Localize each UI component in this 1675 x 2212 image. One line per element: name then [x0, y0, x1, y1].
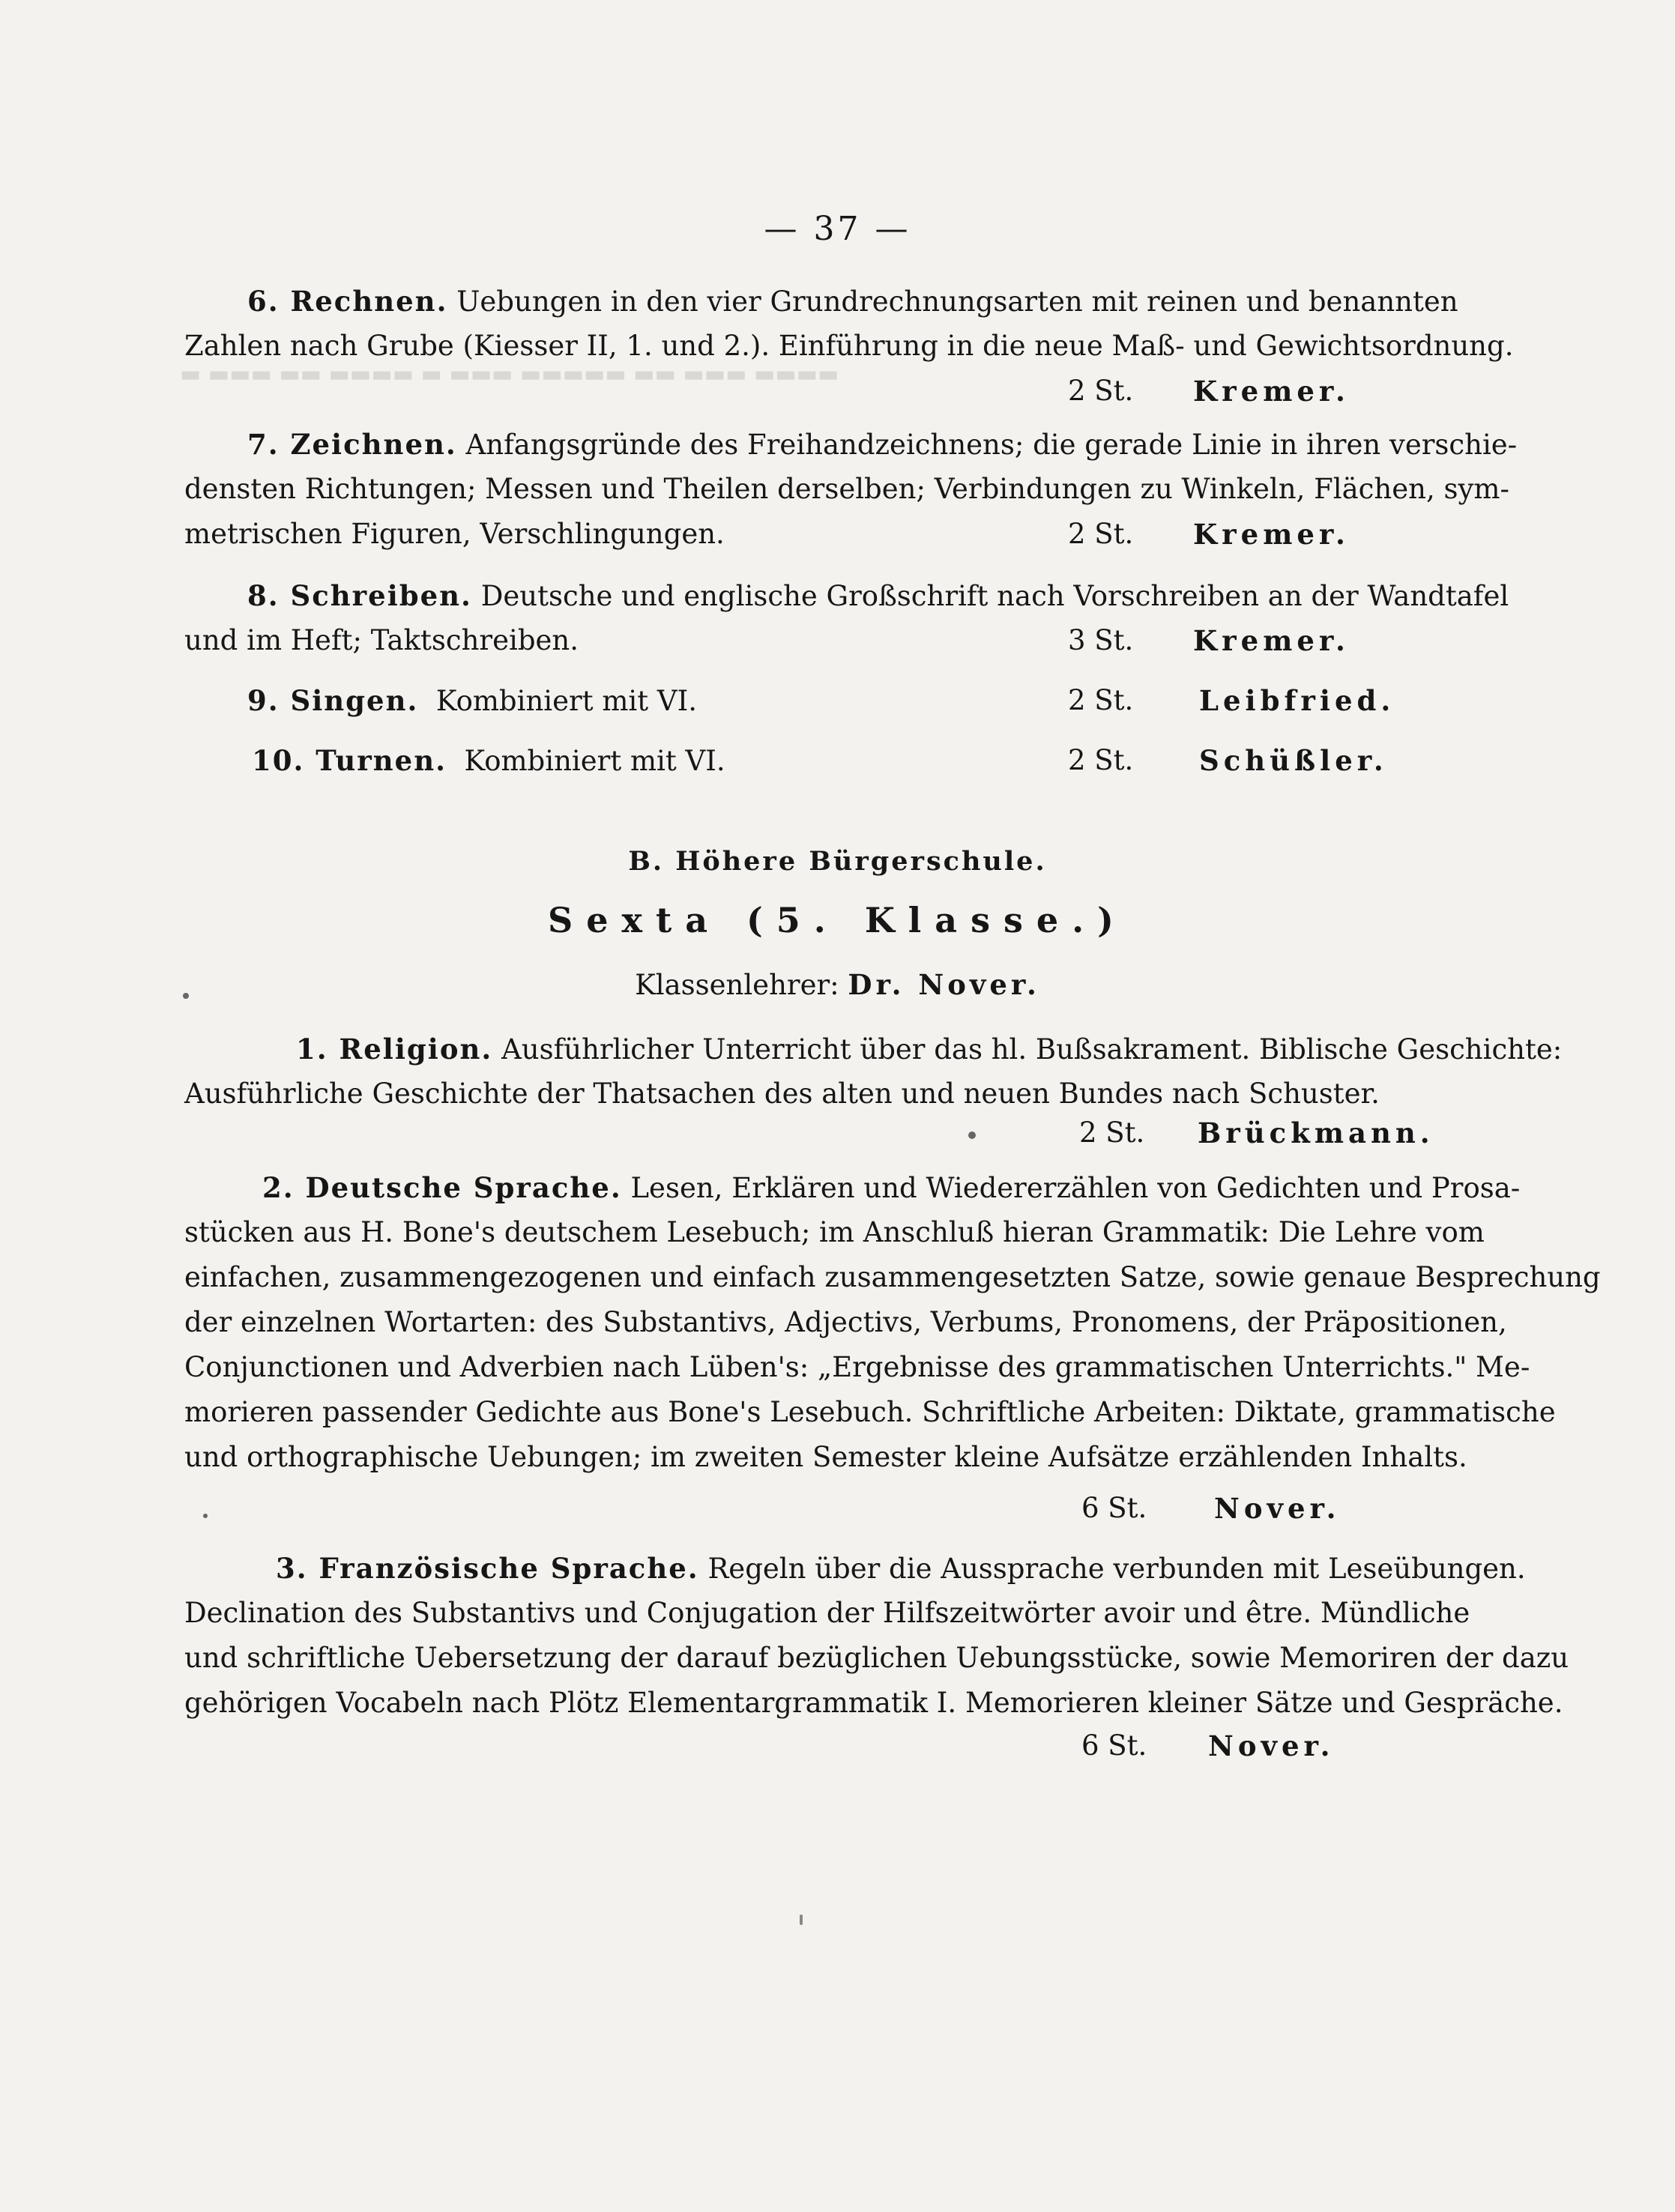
section-turnen-line-1: 10. Turnen. Kombiniert mit VI. [252, 744, 725, 777]
section-religion-line-1: 1. Religion. Ausführlicher Unterricht über das hl. Bußsakrament. Biblische Geschichte: [296, 1033, 1563, 1066]
class-teacher [0, 962, 1675, 1008]
section-franzoesisch-line-4: gehörigen Vocabeln nach Plötz Elementargrammatik I. Memorieren kleiner Sätze und Gespräche. [184, 1687, 1563, 1719]
hours: 2 St. [1068, 684, 1134, 716]
section-deutsch-line-7: und orthographische Uebungen; im zweiten Semester kleine Aufsätze erzählenden Inhalts. [184, 1441, 1467, 1473]
section-schreiben-line-2: und im Heft; Taktschreiben. [184, 624, 579, 656]
section-heading: 9. Singen. [247, 684, 419, 717]
hours: 3 St. [1068, 624, 1134, 656]
section-heading: 6. Rechnen. [247, 285, 448, 318]
section-zeichnen-line-3: metrischen Figuren, Verschlingungen. [184, 518, 725, 550]
hours: 6 St. [1081, 1729, 1147, 1762]
section-deutsch-line-2: stücken aus H. Bone's deutschem Lesebuch; im Anschluß hieran Grammatik: Die Lehre vom [184, 1216, 1485, 1248]
hours: 2 St. [1068, 744, 1134, 776]
teacher: Brückmann. [1198, 1116, 1434, 1149]
section-franzoesisch-line-3: und schriftliche Uebersetzung der darauf bezüglichen Uebungsstücke, sowie Memoriren der dazu [184, 1642, 1569, 1674]
section-heading: 3. Französische Sprache. [276, 1552, 699, 1585]
section-heading: 8. Schreiben. [247, 579, 472, 612]
hours: 2 St. [1068, 518, 1134, 550]
school-heading: B. Höhere Bürgerschule. [628, 846, 1047, 877]
ink-speck [800, 1915, 803, 1925]
teacher: Kremer. [1193, 375, 1350, 408]
ink-speck [203, 1514, 208, 1518]
section-deutsch-line-5: Conjunctionen und Adverbien nach Lüben's: „Ergebnisse des grammatischen Unterrichts." Me- [184, 1351, 1530, 1383]
class-teacher-label: Klassenlehrer: [635, 969, 839, 1001]
section-heading: 10. Turnen. [252, 744, 447, 777]
teacher: Kremer. [1193, 518, 1350, 551]
section-schreiben-line-1: 8. Schreiben. Deutsche und englische Großschrift nach Vorschreiben an der Wandtafel [247, 579, 1509, 612]
hours: 6 St. [1081, 1492, 1147, 1524]
section-religion-line-2: Ausführliche Geschichte der Thatsachen des alten und neuen Bundes nach Schuster. [184, 1078, 1380, 1110]
section-rechnen-line-2: Zahlen nach Grube (Kiesser II, 1. und 2.). Einführung in die neue Maß- und Gewichtsordnung. [184, 330, 1514, 362]
section-deutsch-line-4: der einzelnen Wortarten: des Substantivs, Adjectivs, Verbums, Pronomens, der Präpositionen, [184, 1306, 1507, 1338]
teacher: Schüßler. [1199, 744, 1388, 777]
section-rechnen-line-1: 6. Rechnen. Uebungen in den vier Grundrechnungsarten mit reinen und benannten [247, 285, 1458, 318]
ink-speck [968, 1131, 976, 1139]
teacher: Nover. [1214, 1492, 1341, 1525]
section-deutsch-line-6: morieren passender Gedichte aus Bone's Lesebuch. Schriftliche Arbeiten: Diktate, grammatische [184, 1396, 1556, 1428]
teacher: Kremer. [1193, 624, 1350, 657]
section-deutsch-line-1: 2. Deutsche Sprache. Lesen, Erklären und Wiedererzählen von Gedichten und Prosa- [262, 1171, 1521, 1204]
bleed-through-texture: ▬ ▬▬▬ ▬▬ ▬▬▬▬ ▬ ▬▬▬ ▬▬▬▬▬ ▬▬ ▬▬▬ ▬▬▬▬ [180, 361, 839, 387]
class-teacher-name: Dr. Nover. [848, 968, 1040, 1001]
section-singen-line-1: 9. Singen. Kombiniert mit VI. [247, 684, 697, 717]
section-zeichnen-line-1: 7. Zeichnen. Anfangsgründe des Freihandzeichnens; die gerade Linie in ihren verschie- [247, 428, 1518, 461]
section-heading: 2. Deutsche Sprache. [262, 1171, 622, 1204]
teacher: Leibfried. [1199, 684, 1395, 717]
section-franzoesisch-line-1: 3. Französische Sprache. Regeln über die Aussprache verbunden mit Leseübungen. [276, 1552, 1526, 1585]
section-heading: 7. Zeichnen. [247, 428, 457, 461]
section-heading: 1. Religion. [296, 1033, 493, 1066]
class-heading: Sexta (5. Klasse.) [548, 900, 1127, 940]
section-franzoesisch-line-2: Declination des Substantivs und Conjugation der Hilfszeitwörter avoir und être. Mündliche [184, 1597, 1470, 1629]
teacher: Nover. [1208, 1729, 1335, 1762]
hours: 2 St. [1079, 1116, 1145, 1149]
section-deutsch-line-3: einfachen, zusammengezogenen und einfach zusammengesetzten Satze, sowie genaue Besprechung [184, 1261, 1601, 1293]
section-zeichnen-line-2: densten Richtungen; Messen und Theilen derselben; Verbindungen zu Winkeln, Flächen, sym- [184, 473, 1509, 505]
hours: 2 St. [1068, 375, 1134, 407]
page-number: — 37 — [764, 210, 911, 248]
ink-speck [183, 993, 189, 999]
